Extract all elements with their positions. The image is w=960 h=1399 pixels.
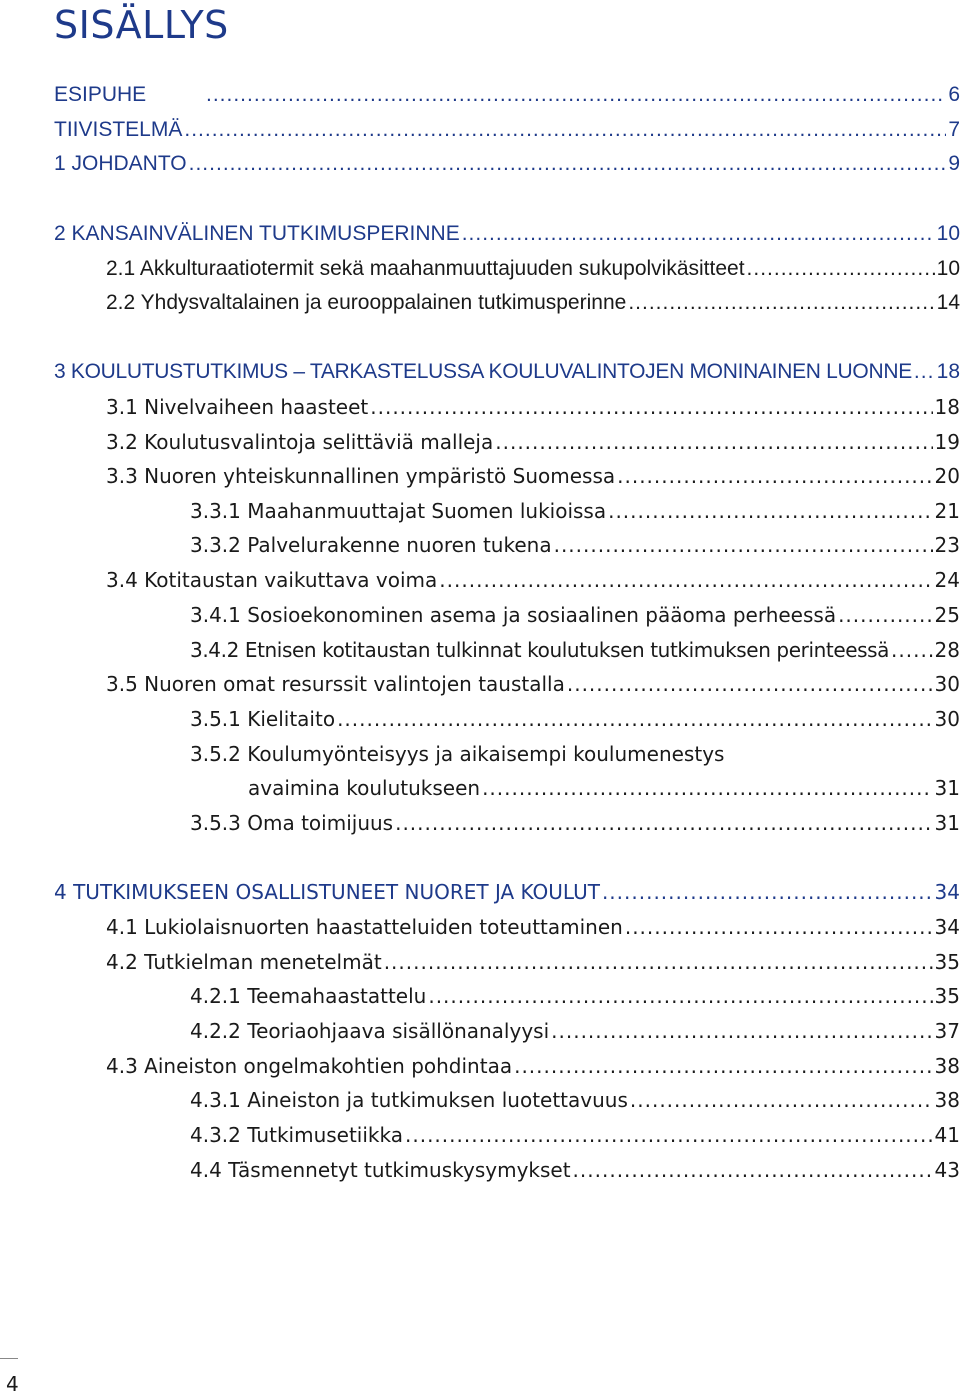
dot-leader [337,702,932,736]
toc-entry-text: avaimina koulutukseen [248,776,481,800]
toc-entry-text: 3.4 Kotitaustan vaikuttava voima [106,568,438,592]
toc-entry-text: 2 KANSAINVÄLINEN TUTKIMUSPERINNE [54,222,460,245]
toc-entry-page: 18 [936,360,960,383]
toc-entry-4-3-2[interactable] [190,1118,960,1152]
dot-leader [189,147,947,181]
toc-entry-3-3-2[interactable] [190,528,960,562]
toc-entry-2-2[interactable] [106,286,960,320]
dot-leader [439,563,932,597]
toc-entry-chapter-2[interactable] [54,217,960,251]
toc-entry-page: 25 [934,603,960,627]
toc-entry-4-3-1[interactable] [190,1083,960,1117]
toc-entry-page: 18 [934,395,960,419]
toc-entry-text: 4.1 Lukiolaisnuorten haastatteluiden toteuttaminen [106,915,623,939]
dot-leader [554,528,933,562]
toc-entry-text: 3.3 Nuoren yhteiskunnallinen ympäristö Suomessa [106,464,616,488]
toc-entry-page: 23 [934,533,960,557]
toc-entry-2-1[interactable] [106,252,960,286]
toc-entry-chapter-3[interactable] [54,355,960,389]
toc-entry-3-5-2[interactable] [190,737,960,771]
toc-entry-text: 3.5.1 Kielitaito [190,707,336,731]
toc-entry-text: 2.1 Akkulturaatiotermit sekä maahanmuuttajuuden sukupolvikäsitteet [106,257,745,280]
toc-entry-tiivistelma[interactable] [54,113,960,147]
dot-leader [747,252,935,286]
toc-entry-page: 19 [934,430,960,454]
toc-entry-page: 37 [934,1019,960,1043]
dot-leader [567,667,933,701]
toc-entry-4-3[interactable] [106,1049,960,1083]
toc-entry-page: 35 [934,984,960,1008]
toc-entry-text: 3.2 Koulutusvalintoja selittäviä malleja [106,430,494,454]
toc-entry-3-1[interactable] [106,390,960,424]
toc-entry-chapter-4[interactable] [54,875,960,909]
toc-entry-3-3-1[interactable] [190,494,960,528]
dot-leader [573,1153,933,1187]
dot-leader [628,286,934,320]
dot-leader [405,1118,933,1152]
toc-entry-page: 31 [934,811,960,835]
toc-entry-4-2-1[interactable] [190,979,960,1013]
toc-entry-page: 38 [934,1054,960,1078]
dot-leader [617,459,932,493]
toc-entry-page: 38 [934,1088,960,1112]
footer-rule [0,1358,18,1359]
toc-entry-page: 28 [934,638,960,662]
dot-leader [384,945,933,979]
toc-entry-text: 4.3.1 Aineiston ja tutkimuksen luotettavuus [190,1088,628,1112]
toc-entry-text: 1 JOHDANTO [54,152,187,175]
dot-leader [428,979,932,1013]
toc-entry-4-4[interactable] [190,1153,960,1187]
toc-entry-page: 41 [934,1123,960,1147]
dot-leader [514,1049,932,1083]
toc-entry-page: 7 [948,118,960,141]
toc-entry-4-1[interactable] [106,910,960,944]
toc-entry-3-2[interactable] [106,425,960,459]
toc-entry-3-4[interactable] [106,563,960,597]
toc-entry-text: 3.5.3 Oma toimijuus [190,811,394,835]
toc-entry-text: 4.2.2 Teoriaohjaava sisällönanalyysi [190,1019,550,1043]
toc-entry-text: 3.5.2 Koulumyönteisyys ja aikaisempi koulumenestys [190,742,725,766]
page-number: 4 [6,1372,19,1396]
toc-entry-text: 3.3.2 Palvelurakenne nuoren tukena [190,533,552,557]
toc-entry-page: 34 [934,915,960,939]
toc-entry-page: 20 [934,464,960,488]
dot-leader [206,78,946,112]
dot-leader [495,425,932,459]
dot-leader [838,598,932,632]
toc-entry-text: 4 TUTKIMUKSEEN OSALLISTUNEET NUORET JA KOULUT [54,880,600,904]
toc-entry-3-3[interactable] [106,459,960,493]
toc-entry-3-5-1[interactable] [190,702,960,736]
toc-entry-page: 31 [934,776,960,800]
toc-entry-text: 3.1 Nivelvaiheen haasteet [106,395,369,419]
dot-leader [625,910,933,944]
toc-entry-text: TIIVISTELMÄ [54,118,183,141]
toc-entry-3-5-3[interactable] [190,806,960,840]
toc-entry-text: 4.2.1 Teemahaastattelu [190,984,427,1008]
toc-entry-page: 21 [934,499,960,523]
toc-entry-text: 3 KOULUTUSTUTKIMUS – TARKASTELUSSA KOULUVALINTOJEN MONINAINEN LUONNE [54,360,912,383]
toc-entry-page: 43 [934,1158,960,1182]
toc-entry-esipuhe[interactable] [54,78,960,112]
toc-entry-page: 34 [934,880,960,904]
toc-entry-4-2-2[interactable] [190,1014,960,1048]
toc-entry-page: 6 [948,83,960,106]
dot-leader [462,217,935,251]
toc-entry-page: 30 [934,707,960,731]
toc-entry-text: 3.5 Nuoren omat resurssit valintojen taustalla [106,672,565,696]
dot-leader [395,806,932,840]
toc-entry-page: 9 [948,152,960,175]
dot-leader [184,113,946,147]
toc-entry-3-4-2[interactable] [190,633,960,667]
toc-entry-page: 24 [934,568,960,592]
toc-entry-3-5[interactable] [106,667,960,701]
toc-entry-3-5-2-continuation[interactable] [248,771,960,805]
toc-entry-page: 10 [936,257,960,280]
toc-entry-text: 4.3.2 Tutkimusetiikka [190,1123,403,1147]
dot-leader [370,390,932,424]
toc-entry-page: 14 [936,291,960,314]
toc-entry-text: 3.4.2 Etnisen kotitaustan tulkinnat koulutuksen tutkimuksen perinteessä [190,638,890,662]
dot-leader [630,1083,933,1117]
toc-entry-page: 35 [934,950,960,974]
dot-leader [608,494,932,528]
dot-leader [482,771,932,805]
toc-entry-johdanto[interactable] [54,147,960,181]
dot-leader [602,875,933,909]
dot-leader [914,355,935,389]
toc-entry-text: 4.3 Aineiston ongelmakohtien pohdintaa [106,1054,513,1078]
toc-entry-text: 2.2 Yhdysvaltalainen ja eurooppalainen tutkimusperinne [106,291,627,314]
dot-leader [891,633,933,667]
toc-entry-text: 3.4.1 Sosioekonominen asema ja sosiaalinen pääoma perheessä [190,603,837,627]
toc-entry-page: 10 [936,222,960,245]
toc-entry-text: 4.4 Täsmennetyt tutkimuskysymykset [190,1158,571,1182]
toc-entry-page: 30 [934,672,960,696]
toc-entry-4-2[interactable] [106,945,960,979]
toc-entry-text: 3.3.1 Maahanmuuttajat Suomen lukioissa [190,499,607,523]
toc-entry-text: ESIPUHE [54,83,147,106]
toc-entry-3-4-1[interactable] [190,598,960,632]
page-title: SISÄLLYS [54,3,229,47]
dot-leader [551,1014,932,1048]
toc-entry-text: 4.2 Tutkielman menetelmät [106,950,382,974]
